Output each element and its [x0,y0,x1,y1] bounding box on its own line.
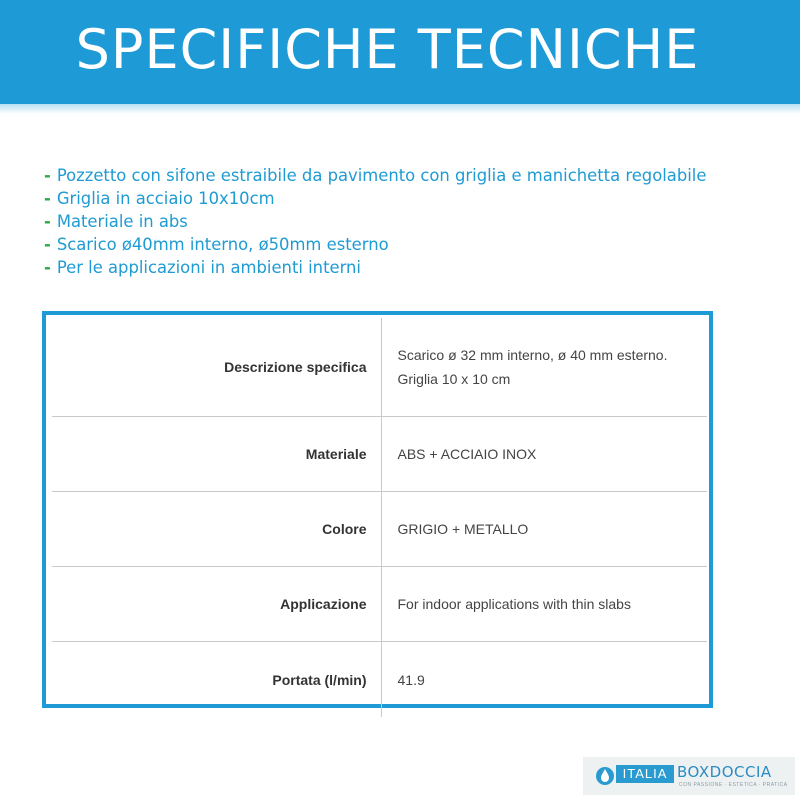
table-row [52,492,707,567]
spec-label: Portata (l/min) [52,642,381,718]
header-banner [0,0,800,104]
brand-logo [583,757,795,795]
list-item [44,256,764,279]
list-item-text: Pozzetto con sifone estraibile da pavimento con griglia e manichetta regolabile [56,166,707,185]
spec-table [52,318,707,717]
bullet-marker: - [44,166,51,185]
list-item [44,210,764,233]
table-row [52,318,707,417]
logo-italia: ITALIA [616,765,674,783]
logo-tagline: CON PASSIONE · ESTETICA · PRATICA [679,782,788,788]
list-item-text: Scarico ø40mm interno, ø50mm esterno [56,235,389,254]
list-item [44,187,764,210]
table-row [52,567,707,642]
spec-value-line: Scarico ø 32 mm interno, ø 40 mm esterno. [397,347,668,363]
spec-label: Colore [52,492,381,567]
water-drop-icon [596,765,614,787]
list-item-text: Per le applicazioni in ambienti interni [56,258,361,277]
table-row [52,642,707,718]
spec-value: 41.9 [397,671,425,688]
spec-label: Descrizione specifica [52,318,381,417]
bullet-marker: - [44,212,51,231]
list-item [44,164,764,187]
logo-name: BOXDOCCIA [677,763,772,781]
list-item-text: Griglia in acciaio 10x10cm [56,189,275,208]
spec-table-frame [42,311,713,708]
spec-value: ABS + ACCIAIO INOX [381,417,707,492]
spec-label: Materiale [52,417,381,492]
page-title: SPECIFICHE TECNICHE [75,18,700,81]
spec-value: For indoor applications with thin slabs [381,567,707,642]
spec-value-line: Griglia 10 x 10 cm [397,371,511,387]
list-item [44,233,764,256]
spec-value [381,318,707,417]
bullet-marker: - [44,258,51,277]
banner-shadow [0,104,800,114]
bullet-marker: - [44,189,51,208]
list-item-text: Materiale in abs [56,212,188,231]
table-row [52,417,707,492]
spec-value: GRIGIO + METALLO [381,492,707,567]
bullet-marker: - [44,235,51,254]
feature-list [44,164,764,279]
spec-label: Applicazione [52,567,381,642]
